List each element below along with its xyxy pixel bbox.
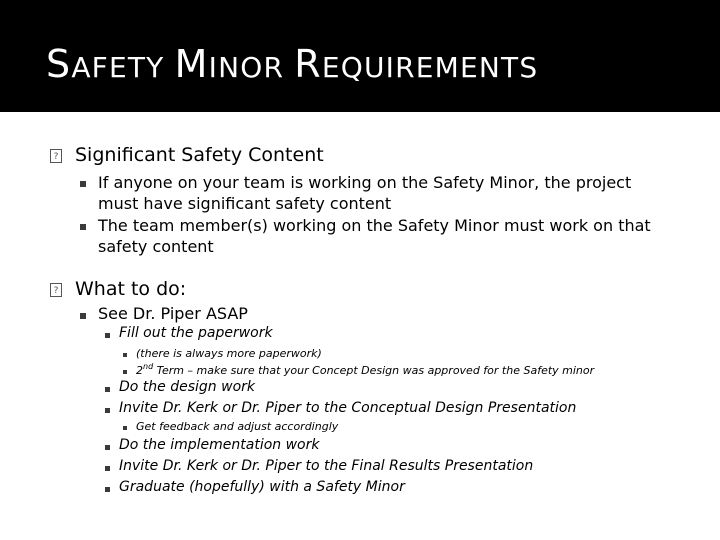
subitem-term-note <box>136 364 594 377</box>
square-bullet-icon <box>105 408 110 413</box>
section1-item2 <box>98 215 651 257</box>
square-bullet-icon <box>80 224 86 230</box>
section1-item2-line1: The team member(s) working on the Safety Minor must work on that <box>98 216 651 235</box>
slide-title <box>46 42 538 86</box>
title-word-safety: AFETY <box>71 51 165 84</box>
subitem-graduate: Graduate (hopefully) with a Safety Minor <box>119 479 405 495</box>
title-bar <box>0 0 720 112</box>
square-bullet-icon <box>123 426 127 430</box>
section2-item: See Dr. Piper ASAP <box>98 304 248 323</box>
bullet-glyph-icon: ? <box>50 149 62 163</box>
subitem-design-work: Do the design work <box>119 379 255 395</box>
subitem-feedback: Get feedback and adjust accordingly <box>136 420 339 433</box>
bullet-glyph-icon: ? <box>50 283 62 297</box>
subitem-fill-out: Fill out the paperwork <box>119 325 273 341</box>
title-cap-r: R <box>294 42 322 86</box>
subitem-paperwork-note: (there is always more paperwork) <box>136 347 322 360</box>
square-bullet-icon <box>105 487 110 492</box>
title-cap-s: S <box>46 42 72 86</box>
subitem-invite-conceptual: Invite Dr. Kerk or Dr. Piper to the Conceptual Design Presentation <box>119 400 577 416</box>
subitem-implementation: Do the implementation work <box>119 437 320 453</box>
title-word-minor: INOR <box>208 51 285 84</box>
section1-item2-line2: safety content <box>98 237 214 256</box>
section1-item1-line1: If anyone on your team is working on the Safety Minor, the project <box>98 173 632 192</box>
section1-heading: Significant Safety Content <box>75 144 324 166</box>
title-word-requirements: EQUIREMENTS <box>321 51 539 84</box>
section1-item1-line2: must have significant safety content <box>98 194 392 213</box>
term-ordinal-suffix: nd <box>143 362 154 371</box>
section2-heading: What to do: <box>75 278 187 300</box>
square-bullet-icon <box>80 181 86 187</box>
section1-item1 <box>98 172 631 214</box>
square-bullet-icon <box>80 313 86 319</box>
square-bullet-icon <box>105 387 110 392</box>
square-bullet-icon <box>123 353 127 357</box>
square-bullet-icon <box>123 370 127 374</box>
term-text: Term – make sure that your Concept Design was approved for the Safety minor <box>153 364 595 377</box>
term-number: 2 <box>136 364 143 377</box>
square-bullet-icon <box>105 445 110 450</box>
title-cap-m: M <box>174 42 209 86</box>
square-bullet-icon <box>105 333 110 338</box>
subitem-invite-final: Invite Dr. Kerk or Dr. Piper to the Final Results Presentation <box>119 458 534 474</box>
square-bullet-icon <box>105 466 110 471</box>
